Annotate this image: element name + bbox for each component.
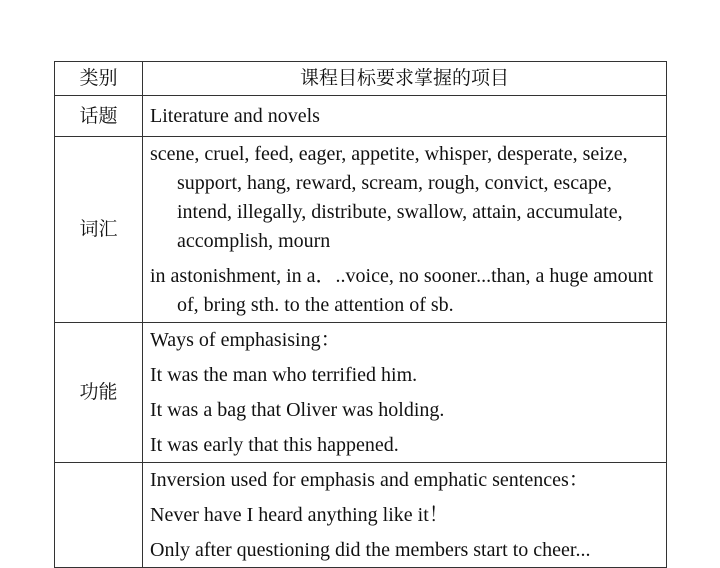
vocabulary-row bbox=[55, 137, 667, 323]
grammar-row bbox=[55, 463, 667, 568]
topic-content: Literature and novels bbox=[143, 96, 667, 137]
vocabulary-category: 词汇 bbox=[55, 137, 143, 323]
function-row bbox=[55, 323, 667, 463]
grammar-category bbox=[55, 463, 143, 568]
function-line: It was a bag that Oliver was holding. bbox=[150, 399, 445, 421]
header-items: 课程目标要求掌握的项目 bbox=[143, 62, 667, 96]
header-row bbox=[55, 62, 667, 96]
course-objectives-table bbox=[54, 61, 667, 568]
function-content bbox=[143, 323, 667, 463]
vocabulary-phrases: in astonishment, in a．..voice, no sooner...than, a huge amount of, bring sth. to the attention of sb. bbox=[150, 265, 654, 316]
vocabulary-words: scene, cruel, feed, eager, appetite, whisper, desperate, seize, support, hang, reward, scream, rough, convict, escape, intend, illegally, distribute, swallow, attain, accumulate, accomplish, mourn bbox=[150, 143, 628, 252]
grammar-line: Never have I heard anything like it！ bbox=[150, 504, 449, 526]
function-line: It was early that this happened. bbox=[150, 434, 399, 456]
vocabulary-content bbox=[143, 137, 667, 323]
grammar-content bbox=[143, 463, 667, 568]
grammar-line: Only after questioning did the members start to cheer... bbox=[150, 539, 591, 561]
function-line: Ways of emphasising： bbox=[150, 329, 341, 351]
function-category: 功能 bbox=[55, 323, 143, 463]
topic-row bbox=[55, 96, 667, 137]
function-line: It was the man who terrified him. bbox=[150, 364, 418, 386]
topic-category: 话题 bbox=[55, 96, 143, 137]
header-category: 类别 bbox=[55, 62, 143, 96]
grammar-line: Inversion used for emphasis and emphatic sentences： bbox=[150, 469, 589, 491]
